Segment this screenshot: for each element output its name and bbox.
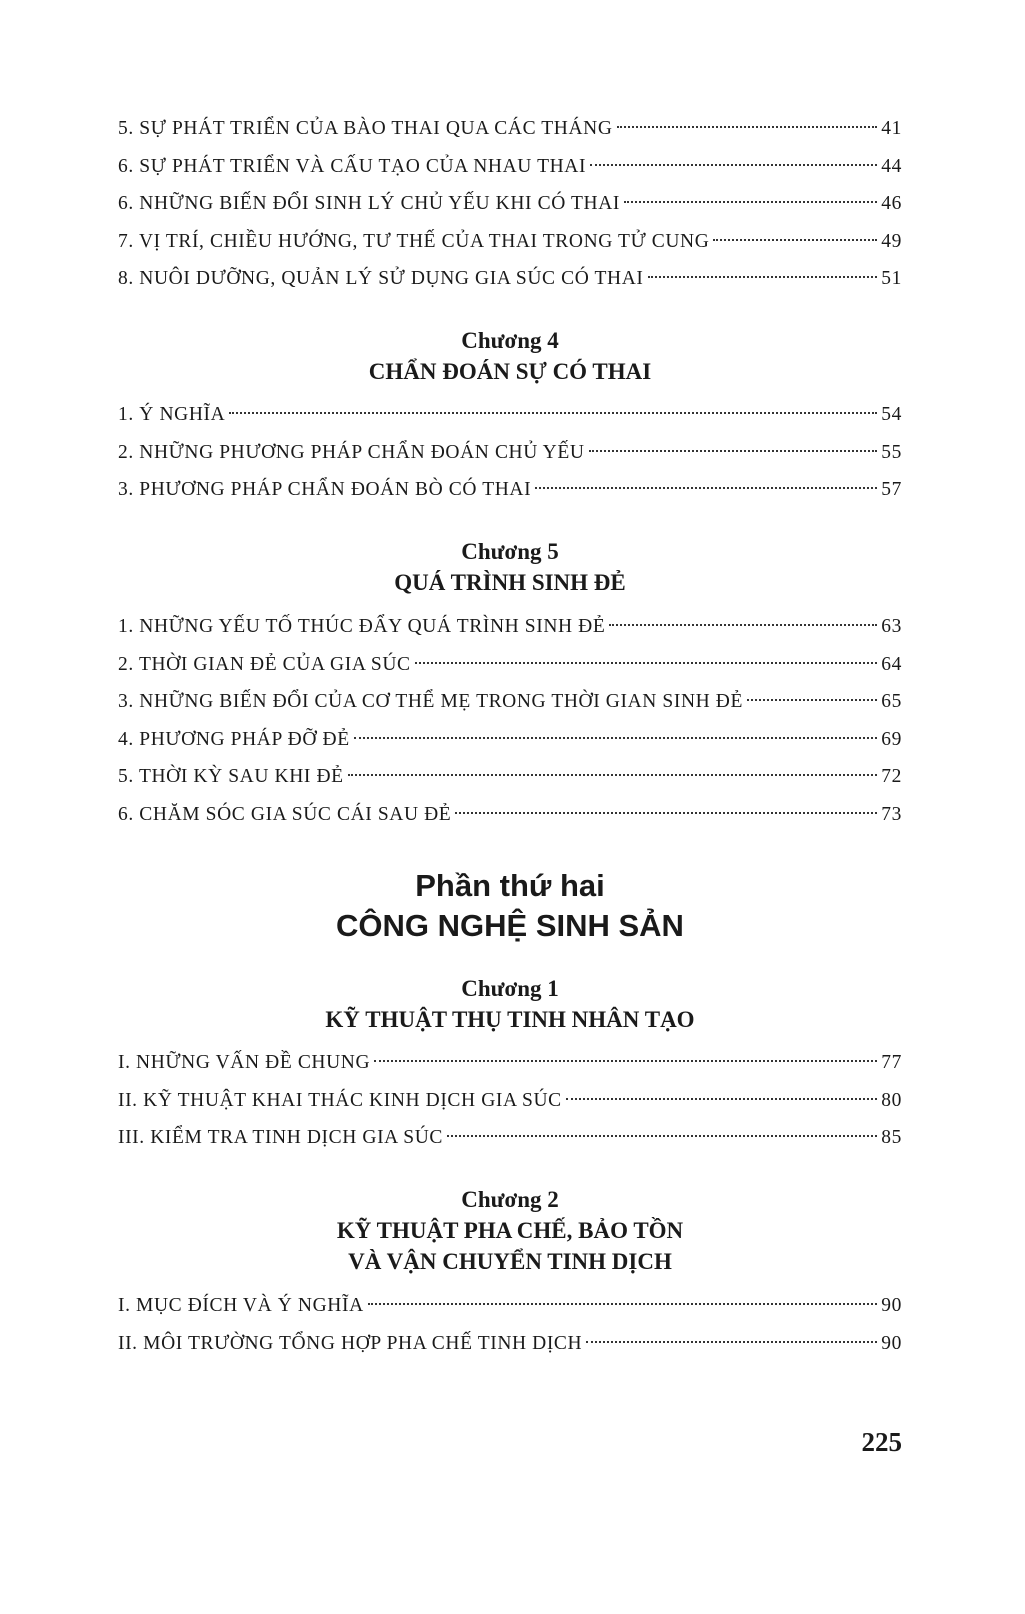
toc-entry-page: 73 <box>881 803 902 825</box>
chapter-label: Chương 2 <box>461 1187 559 1212</box>
toc-entry-title: 4. PHƯƠNG PHÁP ĐỠ ĐẺ <box>118 728 350 750</box>
toc-entry-page: 90 <box>881 1295 902 1316</box>
toc-entry-page: 57 <box>881 479 902 500</box>
toc-entry-page: 64 <box>881 653 902 675</box>
toc-section <box>118 1287 902 1362</box>
leader-dots <box>535 487 877 489</box>
leader-dots <box>747 699 877 701</box>
leader-dots <box>348 774 878 776</box>
chapter-label: Chương 1 <box>461 976 559 1001</box>
toc-entry <box>118 434 902 472</box>
toc-entry-page: 54 <box>881 404 902 425</box>
toc-entry-title: 3. PHƯƠNG PHÁP CHẨN ĐOÁN BÒ CÓ THAI <box>118 479 532 500</box>
toc-section <box>118 1044 902 1157</box>
chapter-title: CHẨN ĐOÁN SỰ CÓ THAI <box>368 359 652 384</box>
toc-entry-title: 5. SỰ PHÁT TRIỂN CỦA BÀO THAI QUA CÁC THÁNG <box>118 118 613 139</box>
leader-dots <box>229 412 877 414</box>
leader-dots <box>609 624 877 626</box>
toc-section <box>118 608 902 833</box>
toc-entry-page: 63 <box>881 616 902 637</box>
leader-dots <box>566 1098 878 1100</box>
page-number: 225 <box>861 1427 902 1457</box>
toc-entry <box>118 396 902 434</box>
chapter-heading <box>118 973 902 1035</box>
toc-entry-title: II. MÔI TRƯỜNG TỔNG HỢP PHA CHẾ TINH DỊCH <box>118 1332 583 1354</box>
chapter-heading <box>118 536 902 598</box>
toc-entry-page: 90 <box>881 1332 902 1354</box>
chapter-heading <box>118 1184 902 1277</box>
toc-entry <box>118 1082 902 1120</box>
toc-entry <box>118 1119 902 1157</box>
toc-entry-page: 69 <box>881 728 902 750</box>
toc-entry-page: 44 <box>881 155 902 177</box>
toc-entry <box>118 260 902 298</box>
chapter-label: Chương 5 <box>461 539 559 564</box>
toc-entry-title: 2. NHỮNG PHƯƠNG PHÁP CHẨN ĐOÁN CHỦ YẾU <box>118 441 585 463</box>
toc-entry-page: 72 <box>881 766 902 787</box>
toc-entry-title: 6. SỰ PHÁT TRIỂN VÀ CẤU TẠO CỦA NHAU THAI <box>118 155 587 177</box>
toc-entry-title: I. NHỮNG VẤN ĐỀ CHUNG <box>118 1052 371 1073</box>
leader-dots <box>374 1060 877 1062</box>
toc-entry <box>118 796 902 834</box>
chapter-title-line1: KỸ THUẬT PHA CHẾ, BẢO TỒN <box>336 1218 684 1243</box>
part-title: CÔNG NGHỆ SINH SẢN <box>336 908 684 943</box>
toc-entry-title: 5. THỜI KỲ SAU KHI ĐẺ <box>118 766 344 787</box>
leader-dots <box>354 737 878 739</box>
toc-entry-page: 85 <box>881 1127 902 1148</box>
toc-entry-title: 3. NHỮNG BIẾN ĐỔI CỦA CƠ THỂ MẸ TRONG THỜI GIAN SINH ĐẺ <box>118 691 743 712</box>
toc-entry-title: 7. VỊ TRÍ, CHIỀU HƯỚNG, TƯ THẾ CỦA THAI TRONG TỬ CUNG <box>118 230 710 252</box>
toc-entry-title: 2. THỜI GIAN ĐẺ CỦA GIA SÚC <box>118 653 411 675</box>
toc-entry <box>118 608 902 646</box>
leader-dots <box>648 276 878 278</box>
toc-entry <box>118 646 902 684</box>
toc-entry <box>118 185 902 223</box>
leader-dots <box>624 201 877 203</box>
toc-section <box>118 110 902 298</box>
toc-entry-title: 1. NHỮNG YẾU TỐ THÚC ĐẨY QUÁ TRÌNH SINH ĐẺ <box>118 616 606 637</box>
leader-dots <box>447 1135 877 1137</box>
chapter-label: Chương 4 <box>461 328 559 353</box>
toc-entry <box>118 148 902 186</box>
toc-entry <box>118 223 902 261</box>
toc-entry-page: 55 <box>881 441 902 463</box>
leader-dots <box>590 164 877 166</box>
toc-entry <box>118 721 902 759</box>
chapter-title: QUÁ TRÌNH SINH ĐẺ <box>394 570 626 595</box>
toc-entry-page: 65 <box>881 691 902 712</box>
leader-dots <box>455 812 877 814</box>
leader-dots <box>617 126 878 128</box>
leader-dots <box>586 1341 877 1343</box>
toc-entry-title: II. KỸ THUẬT KHAI THÁC KINH DỊCH GIA SÚC <box>118 1089 562 1111</box>
part-heading <box>118 866 902 946</box>
chapter-title: KỸ THUẬT THỤ TINH NHÂN TẠO <box>325 1007 695 1032</box>
toc-entry <box>118 683 902 721</box>
toc-entry-page: 46 <box>881 193 902 214</box>
leader-dots <box>368 1303 878 1305</box>
toc-entry-page: 80 <box>881 1089 902 1111</box>
toc-entry-title: I. MỤC ĐÍCH VÀ Ý NGHĨA <box>118 1295 364 1316</box>
leader-dots <box>415 662 878 664</box>
toc-entry-page: 49 <box>881 230 902 252</box>
toc-entry-title: III. KIỂM TRA TINH DỊCH GIA SÚC <box>118 1127 444 1148</box>
toc-section <box>118 396 902 509</box>
toc-entry <box>118 110 902 148</box>
toc-entry-page: 51 <box>881 268 902 289</box>
toc-entry-title: 8. NUÔI DƯỠNG, QUẢN LÝ SỬ DỤNG GIA SÚC CÓ THAI <box>118 268 644 289</box>
toc-entry-title: 1. Ý NGHĨA <box>118 404 226 425</box>
toc-entry-title: 6. NHỮNG BIẾN ĐỔI SINH LÝ CHỦ YẾU KHI CÓ THAI <box>118 193 620 214</box>
toc-entry-page: 77 <box>881 1052 902 1073</box>
toc-entry <box>118 1287 902 1325</box>
toc-entry-title: 6. CHĂM SÓC GIA SÚC CÁI SAU ĐẺ <box>118 803 452 825</box>
leader-dots <box>713 239 877 241</box>
chapter-title-line2: VÀ VẬN CHUYỂN TINH DỊCH <box>348 1249 672 1274</box>
toc-entry <box>118 1044 902 1082</box>
part-label: Phần thứ hai <box>415 868 605 903</box>
toc-entry <box>118 471 902 509</box>
toc-entry-page: 41 <box>881 118 902 139</box>
leader-dots <box>589 450 878 452</box>
toc-entry <box>118 1325 902 1363</box>
toc-entry <box>118 758 902 796</box>
chapter-heading <box>118 325 902 387</box>
